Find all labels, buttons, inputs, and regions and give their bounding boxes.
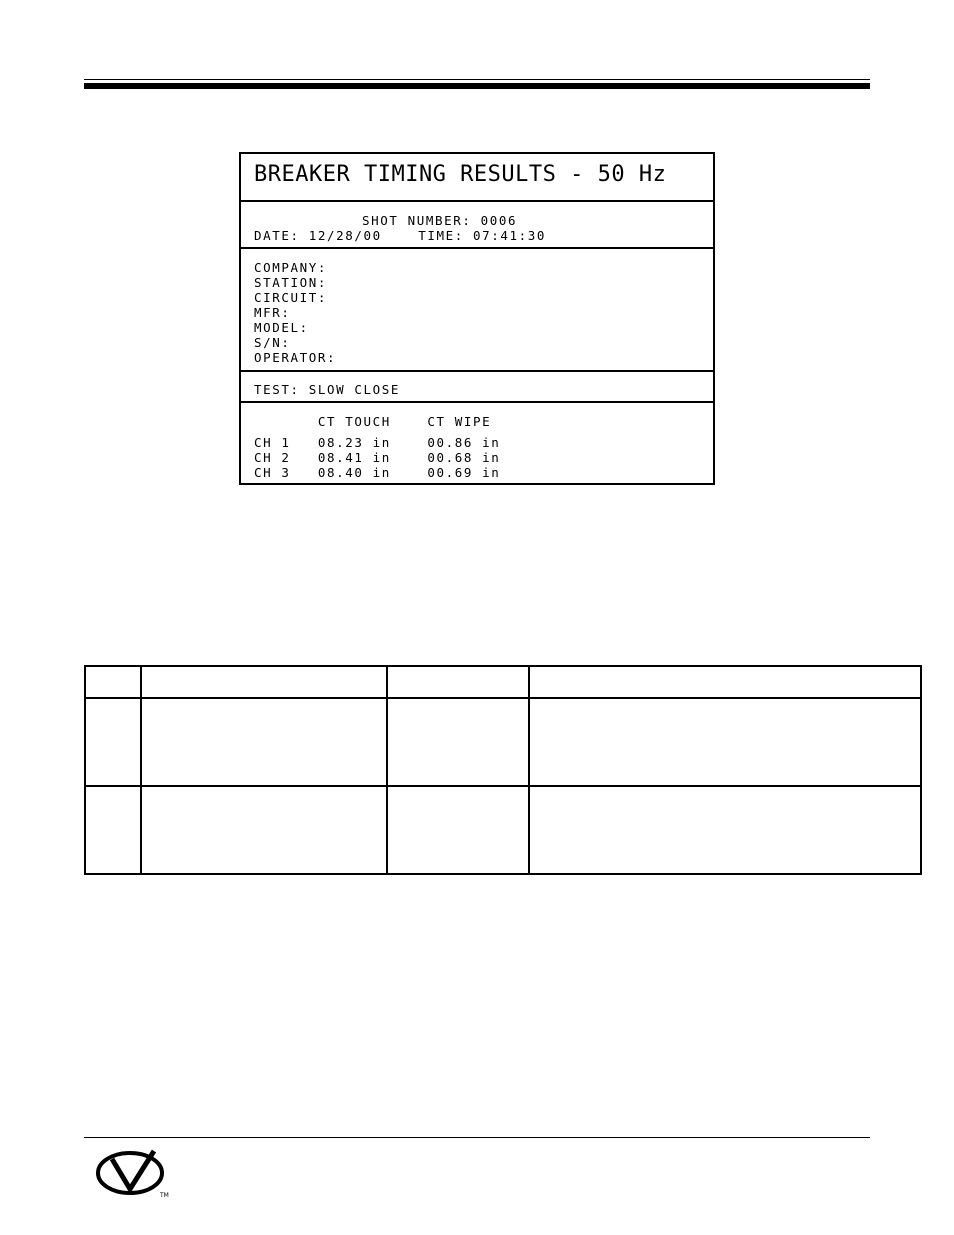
- trademark-mark: TM: [160, 1192, 169, 1199]
- footer-rule: [84, 1137, 870, 1138]
- table-cell: [529, 786, 921, 874]
- results-row-ch1: CH 1 08.23 in 00.86 in: [254, 435, 501, 450]
- table-cell: [141, 786, 387, 874]
- field-mfr: MFR:: [254, 305, 291, 320]
- printout-divider: [241, 200, 713, 202]
- field-serial-number: S/N:: [254, 335, 291, 350]
- test-type-line: TEST: SLOW CLOSE: [254, 382, 401, 397]
- table-cell: [85, 786, 141, 874]
- table-cell: [529, 666, 921, 698]
- table-row: [85, 786, 921, 874]
- table-cell: [85, 698, 141, 786]
- empty-table: [84, 665, 920, 875]
- printout-divider: [241, 247, 713, 249]
- printout-divider: [241, 401, 713, 403]
- table-cell: [85, 666, 141, 698]
- printout-title: BREAKER TIMING RESULTS - 50 Hz: [254, 162, 667, 187]
- field-operator: OPERATOR:: [254, 350, 337, 365]
- table-row: [85, 698, 921, 786]
- breaker-timing-printout: [239, 152, 715, 485]
- table-cell: [387, 698, 529, 786]
- table-cell: [141, 666, 387, 698]
- table-cell: [387, 666, 529, 698]
- field-model: MODEL:: [254, 320, 309, 335]
- header-rule-thick: [84, 83, 870, 89]
- field-station: STATION:: [254, 275, 328, 290]
- printout-divider: [241, 370, 713, 372]
- results-header: CT TOUCH CT WIPE: [254, 414, 492, 429]
- field-circuit: CIRCUIT:: [254, 290, 328, 305]
- company-logo-icon: [96, 1149, 174, 1199]
- results-row-ch2: CH 2 08.41 in 00.68 in: [254, 450, 501, 465]
- shot-number-line: SHOT NUMBER: 0006: [362, 213, 518, 228]
- results-row-ch3: CH 3 08.40 in 00.69 in: [254, 465, 501, 480]
- table-header-row: [85, 666, 921, 698]
- header-rule-thin: [84, 79, 870, 80]
- table-cell: [387, 786, 529, 874]
- field-company: COMPANY:: [254, 260, 328, 275]
- table-cell: [141, 698, 387, 786]
- table-cell: [529, 698, 921, 786]
- date-time-line: DATE: 12/28/00 TIME: 07:41:30: [254, 228, 547, 243]
